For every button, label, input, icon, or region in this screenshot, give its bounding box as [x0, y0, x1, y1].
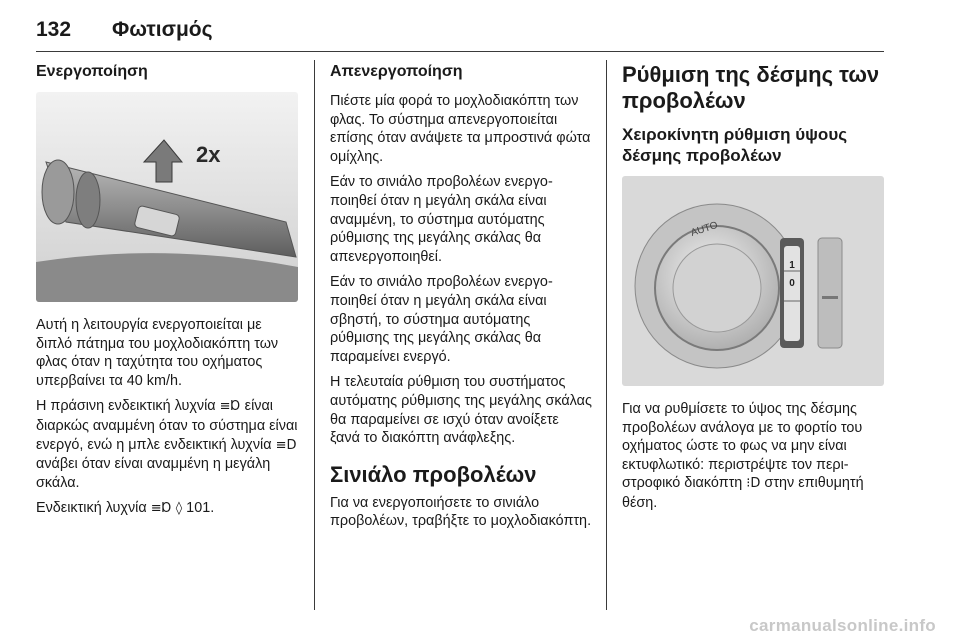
- text-run: είναι διαρκώς αναμμένη όταν το σύστημα είναι ενεργό, ενώ η μπλε ενδεικτική λυχνία: [36, 398, 298, 453]
- paragraph: [622, 400, 884, 513]
- text-run: Για να ρυθμίσετε το ύψος της δέσμης προβολέων ανάλογα με το φορτίο του οχήματος ώστε το φως να μην είναι εκτυφλωτικό: περιστρέψτε τον περιστροφικό διακόπτη: [622, 401, 863, 492]
- paragraph: Εάν το σινιάλο προβολέων ενεργοποιηθεί όταν η μεγάλη σκάλα είναι σβηστή, το σύστημα αυτόματης ρύθμισης της μεγάλης σκάλας θα παραμείνει ενεργό.: [330, 274, 553, 365]
- high-beam-icon: ≡D: [275, 437, 297, 453]
- text-run: 101.: [182, 500, 215, 517]
- column-divider: [606, 60, 607, 610]
- text-run: στην επιθυμητή θέση.: [622, 475, 864, 511]
- wheel-label-1: 1: [789, 260, 795, 271]
- paragraph: Η τελευταία ρύθμιση του συστήματος αυτόματης ρύθμισης της μεγάλης σκάλας θα παραμείνει σε ισχύ όταν ανοίξετε ξανά το διακόπτη ανάφλεξης.: [330, 374, 592, 447]
- header-rule: [36, 51, 884, 52]
- stalk-illustration: [36, 92, 298, 302]
- auto-high-beam-icon: ≡Ɒ: [219, 399, 241, 415]
- paragraph: Αυτή η λειτουργία ενεργοποιείται με διπλό πάτημα του μοχλοδιακόπτη των φλας όταν η ταχύτητα του οχήματος υπερβαίνει τα 40 km/h.: [36, 317, 279, 389]
- section-title: Ρύθμιση της δέσμης των προβολέων: [622, 62, 880, 113]
- paragraph: Για να ενεργοποιήσετε το σινιάλο προβολέων, τραβήξτε το μοχλοδιακόπτη.: [330, 494, 592, 530]
- section-title: Σινιάλο προβολέων: [330, 461, 537, 487]
- text-run: ανάβει όταν είναι αναμμένη η μεγάλη σκάλα.: [36, 456, 271, 491]
- paragraph: [36, 499, 298, 519]
- text-run: Ενδεικτική λυχνία: [36, 500, 151, 517]
- column-divider: [314, 60, 315, 610]
- page-title: Φωτισμός: [112, 18, 213, 41]
- wheel-label-0: 0: [789, 278, 795, 289]
- paragraph: Εάν το σινιάλο προβολέων ενεργοποιηθεί όταν η μεγάλη σκάλα είναι αναμμένη, το σύστημα αυτόματης ρύθμισης της μεγάλης σκάλας θα απενεργοποιηθεί.: [330, 174, 553, 265]
- section-heading: Απενεργοποίηση: [330, 63, 463, 80]
- section-heading: Ενεργοποίηση: [36, 63, 148, 80]
- column-2: [330, 62, 592, 538]
- headlight-level-icon: ⁝D: [746, 476, 761, 492]
- paragraph: [36, 397, 298, 492]
- dial-auto-label: AUTO: [689, 219, 720, 239]
- column-1: [36, 62, 298, 526]
- arrow-label: 2x: [196, 142, 221, 167]
- page-reference-icon: ◊: [175, 501, 183, 517]
- auto-high-beam-icon: ≡Ɒ: [150, 501, 172, 517]
- paragraph: Πιέστε μία φορά το μοχλοδιακόπτη των φλας. Το σύστημα απενεργοποιείται επίσης όταν ανάψετε τα μπροστινά φώτα ομίχλης.: [330, 93, 591, 165]
- text-run: Η πράσινη ενδεικτική λυχνία: [36, 398, 220, 415]
- watermark: carmanualsonline.info: [749, 616, 936, 635]
- page-number: 132: [36, 18, 72, 41]
- column-3: [622, 62, 884, 520]
- figure-stalk: [36, 92, 298, 302]
- figure-light-switch: [622, 176, 884, 386]
- light-switch-illustration: [622, 176, 884, 386]
- subsection-heading: Χειροκίνητη ρύθμιση ύψους δέσμης προβολέων: [622, 125, 848, 165]
